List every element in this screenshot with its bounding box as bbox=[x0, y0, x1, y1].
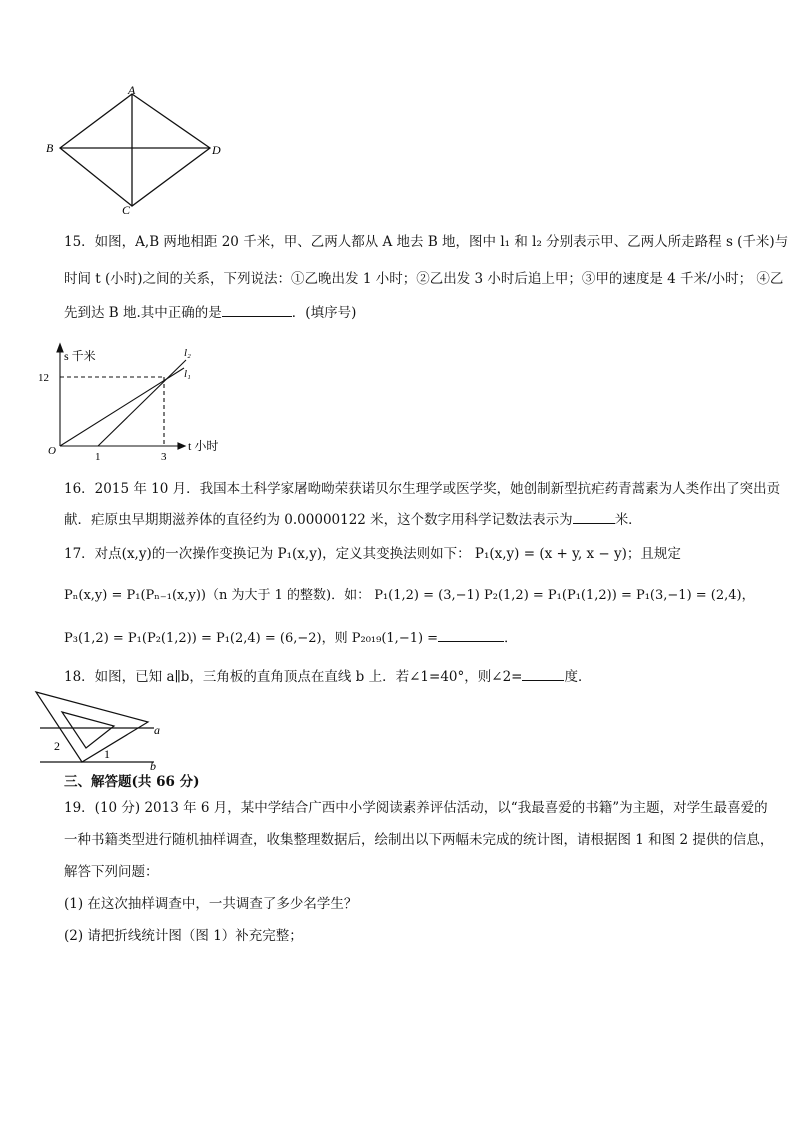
line-b-label: b bbox=[150, 759, 156, 772]
q15-line-1: 15．如图，A,B 两地相距 20 千米，甲、乙两人都从 A 地去 B 地，图中 l₁ 和 l₂ 分别表示甲、乙两人所走路程 s (千米)与 bbox=[64, 234, 789, 250]
q15-line-3 bbox=[64, 302, 754, 323]
q19-sub-2: (2) 请把折线统计图（图 1）补充完整； bbox=[64, 928, 303, 944]
vertex-d-label: D bbox=[212, 143, 221, 157]
q19-line-3: 解答下列问题： bbox=[64, 864, 159, 880]
q18-line-1-text: 18．如图，已知 a∥b，三角板的直角顶点在直线 b 上．若∠1=40°，则∠2= bbox=[64, 669, 523, 685]
angle-2-label: 2 bbox=[54, 739, 60, 753]
line-l2-label: l₂ bbox=[184, 347, 191, 359]
q18-answer-blank[interactable] bbox=[522, 666, 564, 681]
q15-line-3-suffix: ．(填序号) bbox=[291, 305, 357, 321]
line-l1-label: l₁ bbox=[184, 368, 191, 380]
q18-line-1 bbox=[64, 666, 754, 687]
x-axis-label: t 小时 bbox=[188, 439, 219, 453]
q16-line-2-text: 献．疟原虫早期期滋养体的直径约为 0.00000122 米，这个数字用科学记数法表示为 bbox=[64, 512, 573, 528]
q15-line-3-text: 先到达 B 地.其中正确的是 bbox=[64, 305, 222, 321]
section-3-heading: 三、解答题(共 66 分) bbox=[64, 774, 200, 790]
q16-line-2 bbox=[64, 509, 754, 530]
x-tick-1: 1 bbox=[95, 451, 101, 463]
q19-line-1: 19．(10 分) 2013 年 6 月，某中学结合广西中小学阅读素养评估活动，以“我最喜爱的书籍”为主题，对学生最喜爱的 bbox=[64, 800, 768, 816]
q15-line-2: 时间 t (小时)之间的关系，下列说法：①乙晚出发 1 小时；②乙出发 3 小时后追上甲；③甲的速度是 4 千米/小时； ④乙 bbox=[64, 271, 784, 287]
q17-line-3-text: P₃(1,2) = P₁(P₂(1,2)) = P₁(2,4) = (6,−2)，则 P₂₀₁₉(1,−1) = bbox=[64, 631, 439, 646]
q16-line-1: 16．2015 年 10 月．我国本土科学家屠呦呦荣获诺贝尔生理学或医学奖，她创制新型抗疟药青蒿素为人类作出了突出贡 bbox=[64, 481, 781, 497]
distance-time-graph bbox=[34, 340, 254, 465]
rhombus-figure bbox=[40, 84, 240, 218]
q17-line-1: 17．对点(x,y)的一次操作变换记为 P₁(x,y)，定义其变换法则如下： P₁(x,y) = (x + y, x − y)；且规定 bbox=[64, 546, 681, 562]
q17-answer-blank[interactable] bbox=[438, 627, 504, 642]
vertex-a-label: A bbox=[128, 84, 136, 97]
angle-1-label: 1 bbox=[104, 747, 110, 761]
q16-answer-blank[interactable] bbox=[573, 509, 615, 524]
set-square-figure bbox=[30, 690, 170, 772]
q16-line-2-suffix: 米． bbox=[614, 512, 642, 528]
q17-line-3 bbox=[64, 627, 754, 649]
vertex-b-label: B bbox=[46, 141, 54, 155]
vertex-c-label: C bbox=[122, 203, 131, 217]
q19-sub-1: (1) 在这次抽样调查中，一共调查了多少名学生？ bbox=[64, 896, 358, 912]
y-tick-12: 12 bbox=[38, 372, 49, 384]
y-axis-label: s 千米 bbox=[64, 349, 96, 363]
q15-answer-blank[interactable] bbox=[222, 302, 292, 317]
origin-label: O bbox=[48, 445, 56, 457]
x-tick-3: 3 bbox=[161, 451, 167, 463]
q19-line-2: 一种书籍类型进行随机抽样调查，收集整理数据后，绘制出以下两幅未完成的统计图，请根据图 1 和图 2 提供的信息， bbox=[64, 832, 774, 848]
q18-line-1-suffix: 度． bbox=[564, 669, 592, 685]
q17-line-2: Pₙ(x,y) = P₁(Pₙ₋₁(x,y))（n 为大于 1 的整数)．如： P₁(1,2) = (3,−1) P₂(1,2) = P₁(P₁(1,2)) = P₁(3,−1) = (2,4)， bbox=[64, 588, 755, 603]
line-a-label: a bbox=[154, 723, 160, 737]
q17-line-3-suffix: ． bbox=[504, 631, 518, 646]
